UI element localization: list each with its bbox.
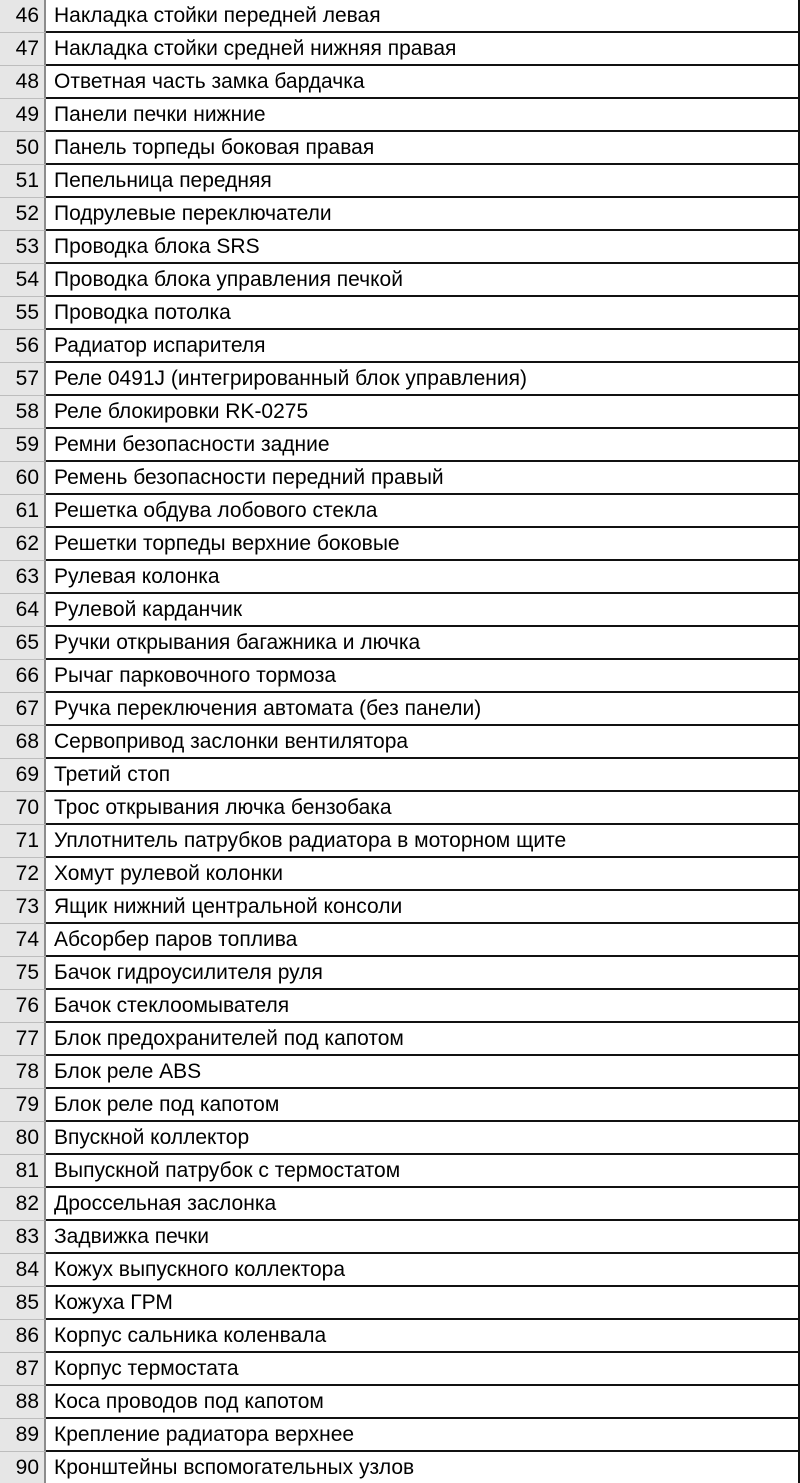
table-row (0, 1254, 800, 1287)
row-number[interactable]: 90 (0, 1452, 46, 1483)
row-number[interactable]: 79 (0, 1089, 46, 1122)
table-row (0, 495, 800, 528)
table-row (0, 660, 800, 693)
cell[interactable]: Реле 0491J (интегрированный блок управления) (46, 363, 800, 396)
cell[interactable]: Ремень безопасности передний правый (46, 462, 800, 495)
row-number[interactable]: 89 (0, 1419, 46, 1452)
row-number[interactable]: 60 (0, 462, 46, 495)
row-number[interactable]: 83 (0, 1221, 46, 1254)
cell[interactable]: Уплотнитель патрубков радиатора в моторном щите (46, 825, 800, 858)
row-number[interactable]: 56 (0, 330, 46, 363)
row-number[interactable]: 57 (0, 363, 46, 396)
cell[interactable]: Ящик нижний центральной консоли (46, 891, 800, 924)
table-row (0, 594, 800, 627)
row-number[interactable]: 55 (0, 297, 46, 330)
row-number[interactable]: 59 (0, 429, 46, 462)
row-number[interactable]: 75 (0, 957, 46, 990)
cell[interactable]: Проводка блока SRS (46, 231, 800, 264)
row-number[interactable]: 70 (0, 792, 46, 825)
table-row (0, 858, 800, 891)
row-number[interactable]: 80 (0, 1122, 46, 1155)
row-number[interactable]: 64 (0, 594, 46, 627)
cell[interactable]: Сервопривод заслонки вентилятора (46, 726, 800, 759)
table-row (0, 1155, 800, 1188)
cell[interactable]: Кожуха ГРМ (46, 1287, 800, 1320)
row-number[interactable]: 67 (0, 693, 46, 726)
cell[interactable]: Рулевой карданчик (46, 594, 800, 627)
table-row (0, 1353, 800, 1386)
table-row (0, 1023, 800, 1056)
row-number[interactable]: 50 (0, 132, 46, 165)
table-row (0, 0, 800, 33)
cell[interactable]: Пепельница передняя (46, 165, 800, 198)
cell[interactable]: Бачок гидроусилителя руля (46, 957, 800, 990)
cell[interactable]: Ремни безопасности задние (46, 429, 800, 462)
cell[interactable]: Задвижка печки (46, 1221, 800, 1254)
table-row (0, 1320, 800, 1353)
cell[interactable]: Решетки торпеды верхние боковые (46, 528, 800, 561)
cell[interactable]: Корпус сальника коленвала (46, 1320, 800, 1353)
row-number[interactable]: 86 (0, 1320, 46, 1353)
cell[interactable]: Крепление радиатора верхнее (46, 1419, 800, 1452)
cell[interactable]: Ручки открывания багажника и лючка (46, 627, 800, 660)
table-row (0, 198, 800, 231)
cell[interactable]: Трос открывания лючка бензобака (46, 792, 800, 825)
cell[interactable]: Рычаг парковочного тормоза (46, 660, 800, 693)
row-number[interactable]: 78 (0, 1056, 46, 1089)
table-row (0, 924, 800, 957)
row-number[interactable]: 51 (0, 165, 46, 198)
table-row (0, 1089, 800, 1122)
cell[interactable]: Корпус термостата (46, 1353, 800, 1386)
row-number[interactable]: 66 (0, 660, 46, 693)
table-row (0, 1056, 800, 1089)
table-row (0, 132, 800, 165)
row-number[interactable]: 65 (0, 627, 46, 660)
table-row (0, 1287, 800, 1320)
cell[interactable]: Блок реле ABS (46, 1056, 800, 1089)
table-row (0, 462, 800, 495)
table-row (0, 726, 800, 759)
row-number[interactable]: 72 (0, 858, 46, 891)
table-row (0, 99, 800, 132)
cell[interactable]: Панель торпеды боковая правая (46, 132, 800, 165)
row-number[interactable]: 76 (0, 990, 46, 1023)
table-row (0, 1419, 800, 1452)
table-row (0, 363, 800, 396)
table-row (0, 1386, 800, 1419)
row-number[interactable]: 58 (0, 396, 46, 429)
row-number[interactable]: 53 (0, 231, 46, 264)
table-row (0, 528, 800, 561)
row-number[interactable]: 84 (0, 1254, 46, 1287)
row-number[interactable]: 87 (0, 1353, 46, 1386)
row-number[interactable]: 61 (0, 495, 46, 528)
cell[interactable]: Кронштейны вспомогательных узлов (46, 1452, 800, 1483)
row-number[interactable]: 81 (0, 1155, 46, 1188)
table-row (0, 231, 800, 264)
row-number[interactable]: 68 (0, 726, 46, 759)
cell[interactable]: Радиатор испарителя (46, 330, 800, 363)
table-row (0, 297, 800, 330)
row-number[interactable]: 49 (0, 99, 46, 132)
row-number[interactable]: 82 (0, 1188, 46, 1221)
table-row (0, 1122, 800, 1155)
cell[interactable]: Бачок стеклоомывателя (46, 990, 800, 1023)
table-row (0, 330, 800, 363)
cell[interactable]: Абсорбер паров топлива (46, 924, 800, 957)
table-row (0, 66, 800, 99)
cell[interactable]: Коса проводов под капотом (46, 1386, 800, 1419)
cell[interactable]: Проводка блока управления печкой (46, 264, 800, 297)
table-row (0, 825, 800, 858)
row-number[interactable]: 54 (0, 264, 46, 297)
table-row (0, 264, 800, 297)
row-number[interactable]: 77 (0, 1023, 46, 1056)
cell[interactable]: Панели печки нижние (46, 99, 800, 132)
table-row (0, 693, 800, 726)
table-row (0, 759, 800, 792)
cell[interactable]: Подрулевые переключатели (46, 198, 800, 231)
row-number[interactable]: 71 (0, 825, 46, 858)
table-row (0, 1452, 800, 1483)
row-number[interactable]: 46 (0, 0, 46, 33)
cell[interactable]: Накладка стойки передней левая (46, 0, 800, 33)
cell[interactable]: Выпускной патрубок с термостатом (46, 1155, 800, 1188)
row-number[interactable]: 62 (0, 528, 46, 561)
row-number[interactable]: 63 (0, 561, 46, 594)
table-row (0, 990, 800, 1023)
table-row (0, 396, 800, 429)
cell[interactable]: Кожух выпускного коллектора (46, 1254, 800, 1287)
table-row (0, 1221, 800, 1254)
table-row (0, 561, 800, 594)
cell[interactable]: Рулевая колонка (46, 561, 800, 594)
cell[interactable]: Блок реле под капотом (46, 1089, 800, 1122)
row-number[interactable]: 52 (0, 198, 46, 231)
row-number[interactable]: 48 (0, 66, 46, 99)
row-number[interactable]: 73 (0, 891, 46, 924)
cell[interactable]: Накладка стойки средней нижняя правая (46, 33, 800, 66)
table-row (0, 792, 800, 825)
cell[interactable]: Реле блокировки RK-0275 (46, 396, 800, 429)
table-row (0, 165, 800, 198)
cell[interactable]: Ручка переключения автомата (без панели) (46, 693, 800, 726)
cell[interactable]: Блок предохранителей под капотом (46, 1023, 800, 1056)
cell[interactable]: Третий стоп (46, 759, 800, 792)
table-row (0, 429, 800, 462)
row-number[interactable]: 85 (0, 1287, 46, 1320)
cell[interactable]: Впускной коллектор (46, 1122, 800, 1155)
table-row (0, 957, 800, 990)
cell[interactable]: Проводка потолка (46, 297, 800, 330)
cell[interactable]: Дроссельная заслонка (46, 1188, 800, 1221)
table-row (0, 33, 800, 66)
cell[interactable]: Хомут рулевой колонки (46, 858, 800, 891)
table-row (0, 1188, 800, 1221)
row-number[interactable]: 88 (0, 1386, 46, 1419)
cell[interactable]: Ответная часть замка бардачка (46, 66, 800, 99)
cell[interactable]: Решетка обдува лобового стекла (46, 495, 800, 528)
row-number[interactable]: 74 (0, 924, 46, 957)
table-row (0, 627, 800, 660)
table-row (0, 891, 800, 924)
row-number[interactable]: 69 (0, 759, 46, 792)
row-number[interactable]: 47 (0, 33, 46, 66)
